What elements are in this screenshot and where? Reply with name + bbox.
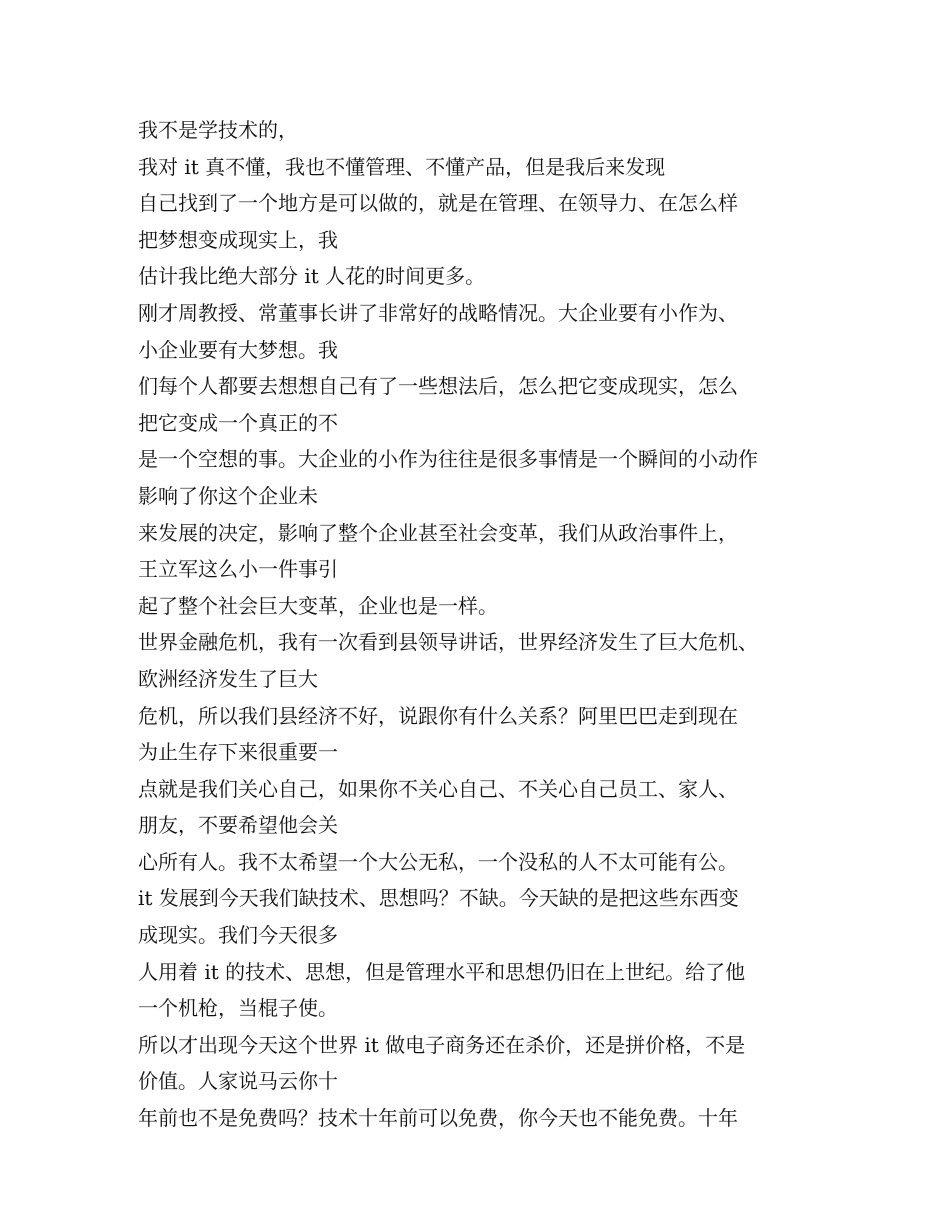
document-body: [138, 112, 828, 1137]
text-line: 自己找到了一个地方是可以做的，就是在管理、在领导力、在怎么样: [138, 191, 738, 216]
text-line: 小企业要有大梦想。我: [138, 337, 338, 362]
text-line: 一个机枪，当棍子使。: [138, 996, 338, 1021]
text-line: 心所有人。我不太希望一个大公无私，一个没私的人不太可能有公。: [138, 849, 738, 874]
text-line: 世界金融危机，我有一次看到县领导讲话，世界经济发生了巨大危机、: [138, 630, 758, 655]
text-line: 年前也不是免费吗？技术十年前可以免费，你今天也不能免费。十年: [138, 1106, 738, 1131]
text-line: 成现实。我们今天很多: [138, 923, 338, 948]
text-line: 们每个人都要去想想自己有了一些想法后，怎么把它变成现实，怎么: [138, 374, 738, 399]
text-line: 刚才周教授、常董事长讲了非常好的战略情况。大企业要有小作为、: [138, 300, 738, 325]
text-line: 估计我比绝大部分 it 人花的时间更多。: [138, 264, 486, 289]
text-line: 把它变成一个真正的不: [138, 410, 338, 435]
text-line: 为止生存下来很重要一: [138, 740, 338, 765]
text-line: 影响了你这个企业未: [138, 483, 318, 508]
text-line: 价值。人家说马云你十: [138, 1069, 338, 1094]
text-line: 欧洲经济发生了巨大: [138, 666, 318, 691]
text-line: 朋友，不要希望他会关: [138, 813, 338, 838]
text-line: 我不是学技术的，: [138, 118, 298, 142]
text-line: 点就是我们关心自己，如果你不关心自己、不关心自己员工、家人、: [138, 776, 738, 801]
text-line: 把梦想变成现实上，我: [138, 227, 338, 252]
text-line: it 发展到今天我们缺技术、思想吗？不缺。今天缺的是把这些东西变: [138, 886, 739, 911]
text-line: 人用着 it 的技术、思想，但是管理水平和思想仍旧在上世纪。给了他: [138, 959, 746, 984]
text-line: 是一个空想的事。大企业的小作为往往是很多事情是一个瞬间的小动作: [138, 447, 758, 472]
text-line: 王立军这么小一件事引: [138, 557, 338, 582]
text-line: 起了整个社会巨大变革，企业也是一样。: [138, 593, 498, 618]
text-line: 所以才出现今天这个世界 it 做电子商务还在杀价，还是拼价格，不是: [138, 1032, 746, 1057]
text-line: 我对 it 真不懂，我也不懂管理、不懂产品，但是我后来发现: [138, 154, 666, 179]
text-line: 来发展的决定，影响了整个企业甚至社会变革，我们从政治事件上，: [138, 520, 738, 545]
text-line: 危机，所以我们县经济不好，说跟你有什么关系？阿里巴巴走到现在: [138, 703, 738, 728]
